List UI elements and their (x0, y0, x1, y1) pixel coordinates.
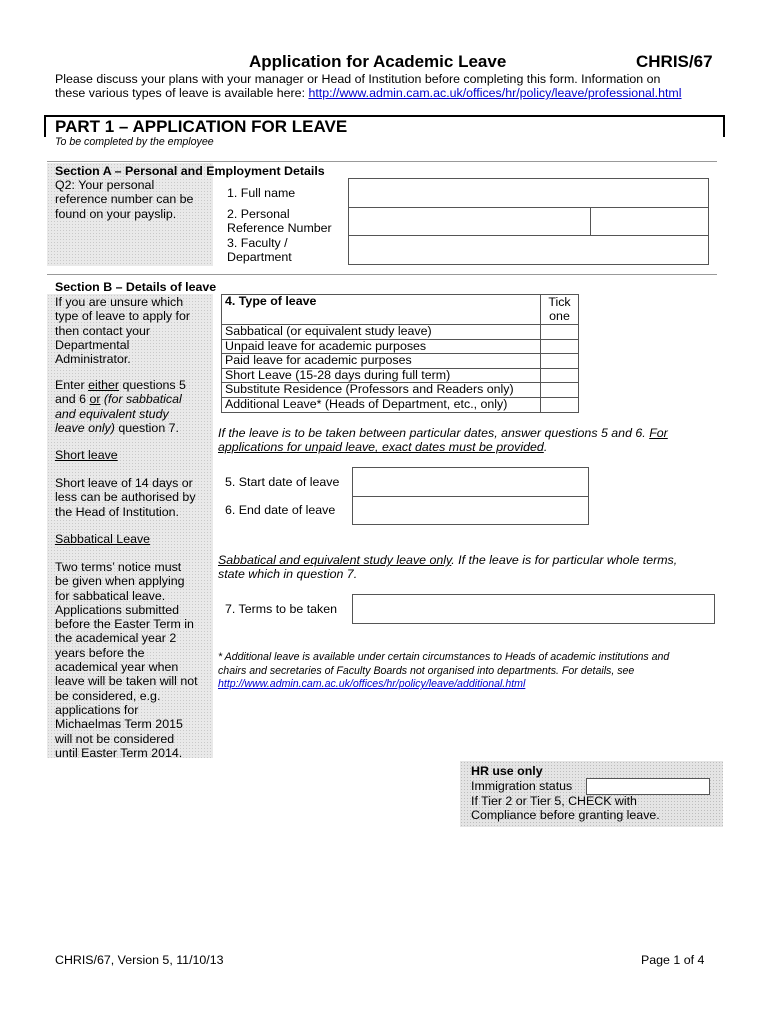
footer-page-number: Page 1 of 4 (641, 953, 705, 967)
sabbatical-line: Two terms’ notice must (55, 560, 182, 574)
leave-type-label: Paid leave for academic purposes (222, 354, 541, 369)
leave-type-label: Substitute Residence (Professors and Readers only) (222, 383, 541, 398)
section-b-instructions (55, 378, 186, 435)
part1-title: PART 1 – APPLICATION FOR LEAVE (55, 117, 348, 136)
tick-checkbox[interactable] (541, 397, 579, 412)
sabbatical-line: be considered, e.g. (55, 688, 161, 703)
sabbatical-line: Michaelmas Term 2015 (55, 717, 183, 732)
section-a-note-line: found on your payslip. (55, 206, 177, 221)
instructions-line: and 6 or (for sabbatical (55, 392, 182, 407)
instructions-line: leave only) question 7. (55, 420, 179, 435)
part1-left-rule (44, 115, 46, 137)
sabbatical-line: applications for (55, 702, 139, 717)
full-name-input[interactable] (348, 178, 709, 208)
section-a-note (55, 178, 193, 221)
additional-leave-note (218, 651, 669, 692)
sabbatical-line: will not be considered (55, 731, 175, 746)
form-code: CHRIS/67 (636, 52, 713, 71)
short-leave-line: less can be authorised by (55, 490, 196, 505)
sabbatical-text (55, 560, 198, 760)
sabbatical-heading: Sabbatical Leave (55, 532, 151, 546)
leave-type-label: Additional Leave* (Heads of Department, etc., only) (222, 397, 541, 412)
terms-label: 7. Terms to be taken (225, 602, 338, 616)
reference-number-label-line: 2. Personal (227, 207, 290, 221)
sabbatical-note-line: state which in question 7. (218, 567, 358, 582)
tick-checkbox[interactable] (541, 354, 579, 369)
additional-leave-link[interactable]: http://www.admin.cam.ac.uk/offices/hr/policy/leave/additional.html (218, 678, 526, 690)
additional-note-line: * Additional leave is available under certain circumstances to Heads of academic institutions and (218, 651, 670, 663)
hr-use-heading: HR use only (471, 764, 543, 778)
reference-number-input[interactable] (348, 207, 591, 236)
leave-type-table (221, 294, 579, 413)
intro-text: these various types of leave is available here: (55, 86, 309, 100)
instructions-line: and equivalent study (55, 406, 169, 421)
footer-version: CHRIS/67, Version 5, 11/10/13 (55, 953, 224, 967)
end-date-label: 6. End date of leave (225, 503, 336, 517)
part1-divider (47, 161, 717, 162)
dates-note (218, 426, 668, 455)
faculty-label (227, 236, 292, 265)
leave-type-label: Short Leave (15-28 days during full term) (222, 368, 541, 383)
start-date-label: 5. Start date of leave (225, 475, 340, 489)
dates-note-line: applications for unpaid leave, exact dates must be provided. (218, 440, 548, 455)
short-leave-line: Short leave of 14 days or (55, 476, 193, 490)
form-title: Application for Academic Leave (249, 52, 507, 71)
leave-type-row (222, 325, 579, 340)
leave-type-header-row (222, 295, 579, 325)
tick-checkbox[interactable] (541, 383, 579, 398)
tick-checkbox[interactable] (541, 339, 579, 354)
start-date-input[interactable] (352, 467, 589, 497)
part1-subtitle: To be completed by the employee (55, 136, 214, 148)
leave-type-row (222, 383, 579, 398)
reference-number-extra-cell (590, 207, 709, 236)
sabbatical-line: until Easter Term 2014. (55, 745, 183, 760)
full-name-label: 1. Full name (227, 186, 296, 200)
sabbatical-line: academical year when (55, 660, 179, 675)
end-date-input[interactable] (352, 496, 589, 525)
leave-type-row (222, 339, 579, 354)
sabbatical-line: for sabbatical leave. (55, 588, 166, 603)
hr-note-line: If Tier 2 or Tier 5, CHECK with (471, 794, 637, 808)
leave-type-row (222, 397, 579, 412)
leave-type-label: Unpaid leave for academic purposes (222, 339, 541, 354)
help-line: then contact your (55, 323, 151, 338)
leave-type-row (222, 368, 579, 383)
section-a-heading: Section A – Personal and Employment Details (55, 164, 325, 178)
section-a-note-line: reference number can be (55, 192, 194, 207)
faculty-input[interactable] (348, 235, 709, 265)
sabbatical-line: leave will be taken will not (55, 674, 198, 689)
hr-compliance-note (471, 794, 660, 823)
sabbatical-line: Applications submitted (55, 602, 179, 617)
tick-checkbox[interactable] (541, 325, 579, 340)
sabbatical-note (218, 553, 677, 582)
help-line: Departmental (55, 337, 130, 352)
additional-note-line: chairs and secretaries of Faculty Boards not organised into departments. For details, see (218, 664, 635, 677)
help-line: type of leave to apply for (55, 309, 191, 324)
faculty-label-line: 3. Faculty / (227, 236, 288, 250)
sabbatical-line: years before the (55, 645, 145, 660)
dates-note-line: If the leave is to be taken between particular dates, answer questions 5 and 6. For (218, 426, 668, 440)
intro-line-1: Please discuss your plans with your manager or Head of Institution before completing this form. Information on (55, 72, 661, 86)
tick-header-line: one (549, 309, 570, 323)
tick-header-line: Tick (548, 295, 571, 309)
leave-type-row (222, 354, 579, 369)
leave-type-header: 4. Type of leave (222, 295, 541, 325)
tick-header (541, 295, 579, 325)
section-a-divider (47, 274, 717, 275)
immigration-label: Immigration status (471, 779, 573, 793)
help-line: If you are unsure which (55, 295, 184, 309)
section-a-note-line: Q2: Your personal (55, 178, 155, 192)
sabbatical-line: be given when applying (55, 574, 185, 589)
faculty-label-line: Department (227, 250, 292, 265)
sabbatical-line: before the Easter Term in (55, 617, 194, 632)
sabbatical-line: the academical year 2 (55, 631, 177, 646)
reference-number-label (227, 207, 332, 236)
hr-note-line: Compliance before granting leave. (471, 808, 660, 823)
reference-number-label-line: Reference Number (227, 221, 332, 236)
instructions-line: Enter either questions 5 (55, 378, 186, 392)
leave-type-label: Sabbatical (or equivalent study leave) (222, 325, 541, 340)
help-line: Administrator. (55, 352, 131, 367)
intro-line-2 (55, 86, 682, 100)
terms-input[interactable] (352, 594, 715, 624)
short-leave-line: the Head of Institution. (55, 504, 179, 519)
section-b-heading: Section B – Details of leave (55, 280, 217, 294)
professional-leave-link[interactable]: http://www.admin.cam.ac.uk/offices/hr/policy/leave/professional.html (308, 86, 682, 100)
short-leave-heading: Short leave (55, 448, 118, 462)
part1-right-rule (723, 115, 725, 137)
short-leave-text (55, 476, 196, 519)
sabbatical-note-line: Sabbatical and equivalent study leave only. If the leave is for particular whole terms, (218, 553, 678, 567)
tick-checkbox[interactable] (541, 368, 579, 383)
immigration-status-input[interactable] (586, 778, 710, 795)
section-b-help (55, 295, 190, 366)
